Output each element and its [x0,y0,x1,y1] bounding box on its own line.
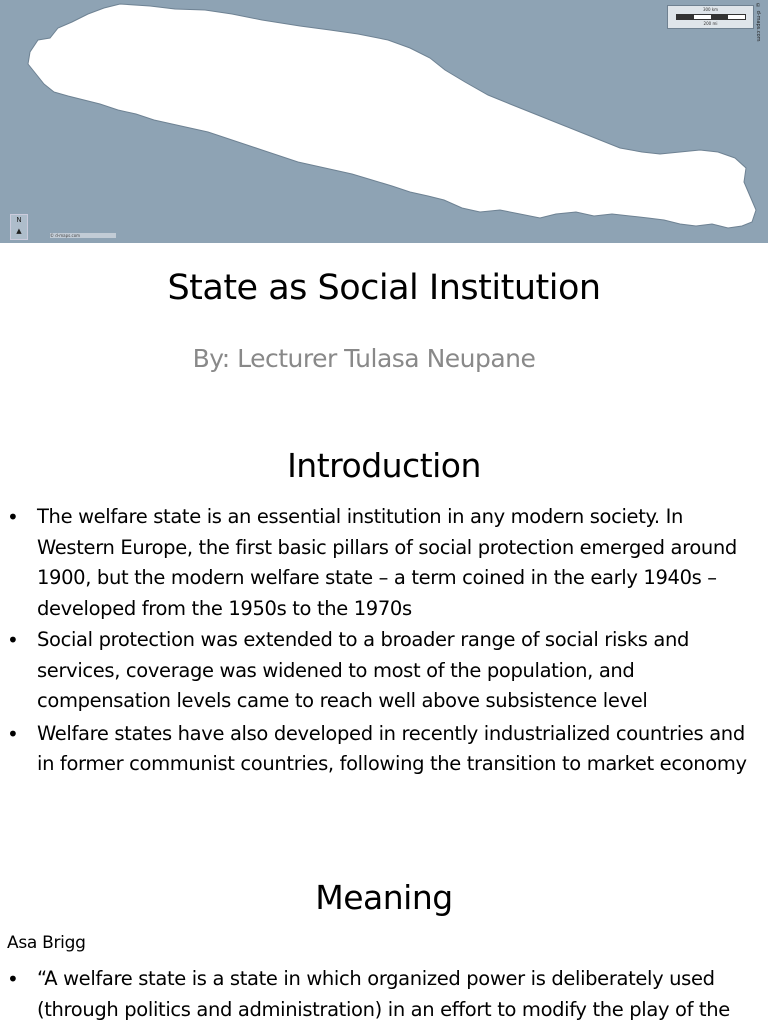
map-attribution: © d-maps.com [50,233,116,238]
introduction-bullet-list [7,502,763,780]
scale-bar-graphic [676,14,746,20]
author-label: Asa Brigg [7,933,86,953]
meaning-heading: Meaning [315,878,453,917]
north-label: N [16,216,22,224]
bullet-text: “A welfare state is a state in which organized power is deliberately used (through politics and administration) in an effort to modify the play of the [37,967,730,1021]
map-credit: © d-maps.com [755,3,761,42]
bullet-icon: • [7,505,19,529]
bullet-text: The welfare state is an essential institution in any modern society. In Western Europe, the first basic pillars of social protection emerged around 1900, but the modern welfare state – a term coined in the early 1940s – developed from the 1950s to the 1970s [37,505,737,620]
nepal-outline-map [0,0,768,243]
scale-label-bottom: 200 mi [703,21,718,26]
map-scale-bar [667,5,754,29]
bullet-text: Welfare states have also developed in recently industrialized countries and in former communist countries, following the transition to market economy [37,721,747,775]
slide-subtitle: By: Lecturer Tulasa Neupane [192,344,536,373]
north-arrow-icon: N ▲ [10,214,28,240]
list-item [7,625,763,717]
scale-label-top: 300 km [702,7,719,12]
meaning-bullet-list [7,964,763,1025]
bullet-icon: • [7,628,19,652]
slide-title: State as Social Institution [167,268,601,308]
list-item [7,719,763,780]
nepal-map-image [0,0,768,243]
bullet-text: Social protection was extended to a broader range of social risks and services, coverage was widened to most of the population, and compensation levels came to reach well above subsistence level [37,628,690,712]
bullet-icon: • [7,967,19,991]
list-item [7,502,763,624]
list-item [7,964,763,1025]
nepal-land-shape [28,4,756,228]
bullet-icon: • [7,721,19,746]
introduction-heading: Introduction [287,446,481,485]
